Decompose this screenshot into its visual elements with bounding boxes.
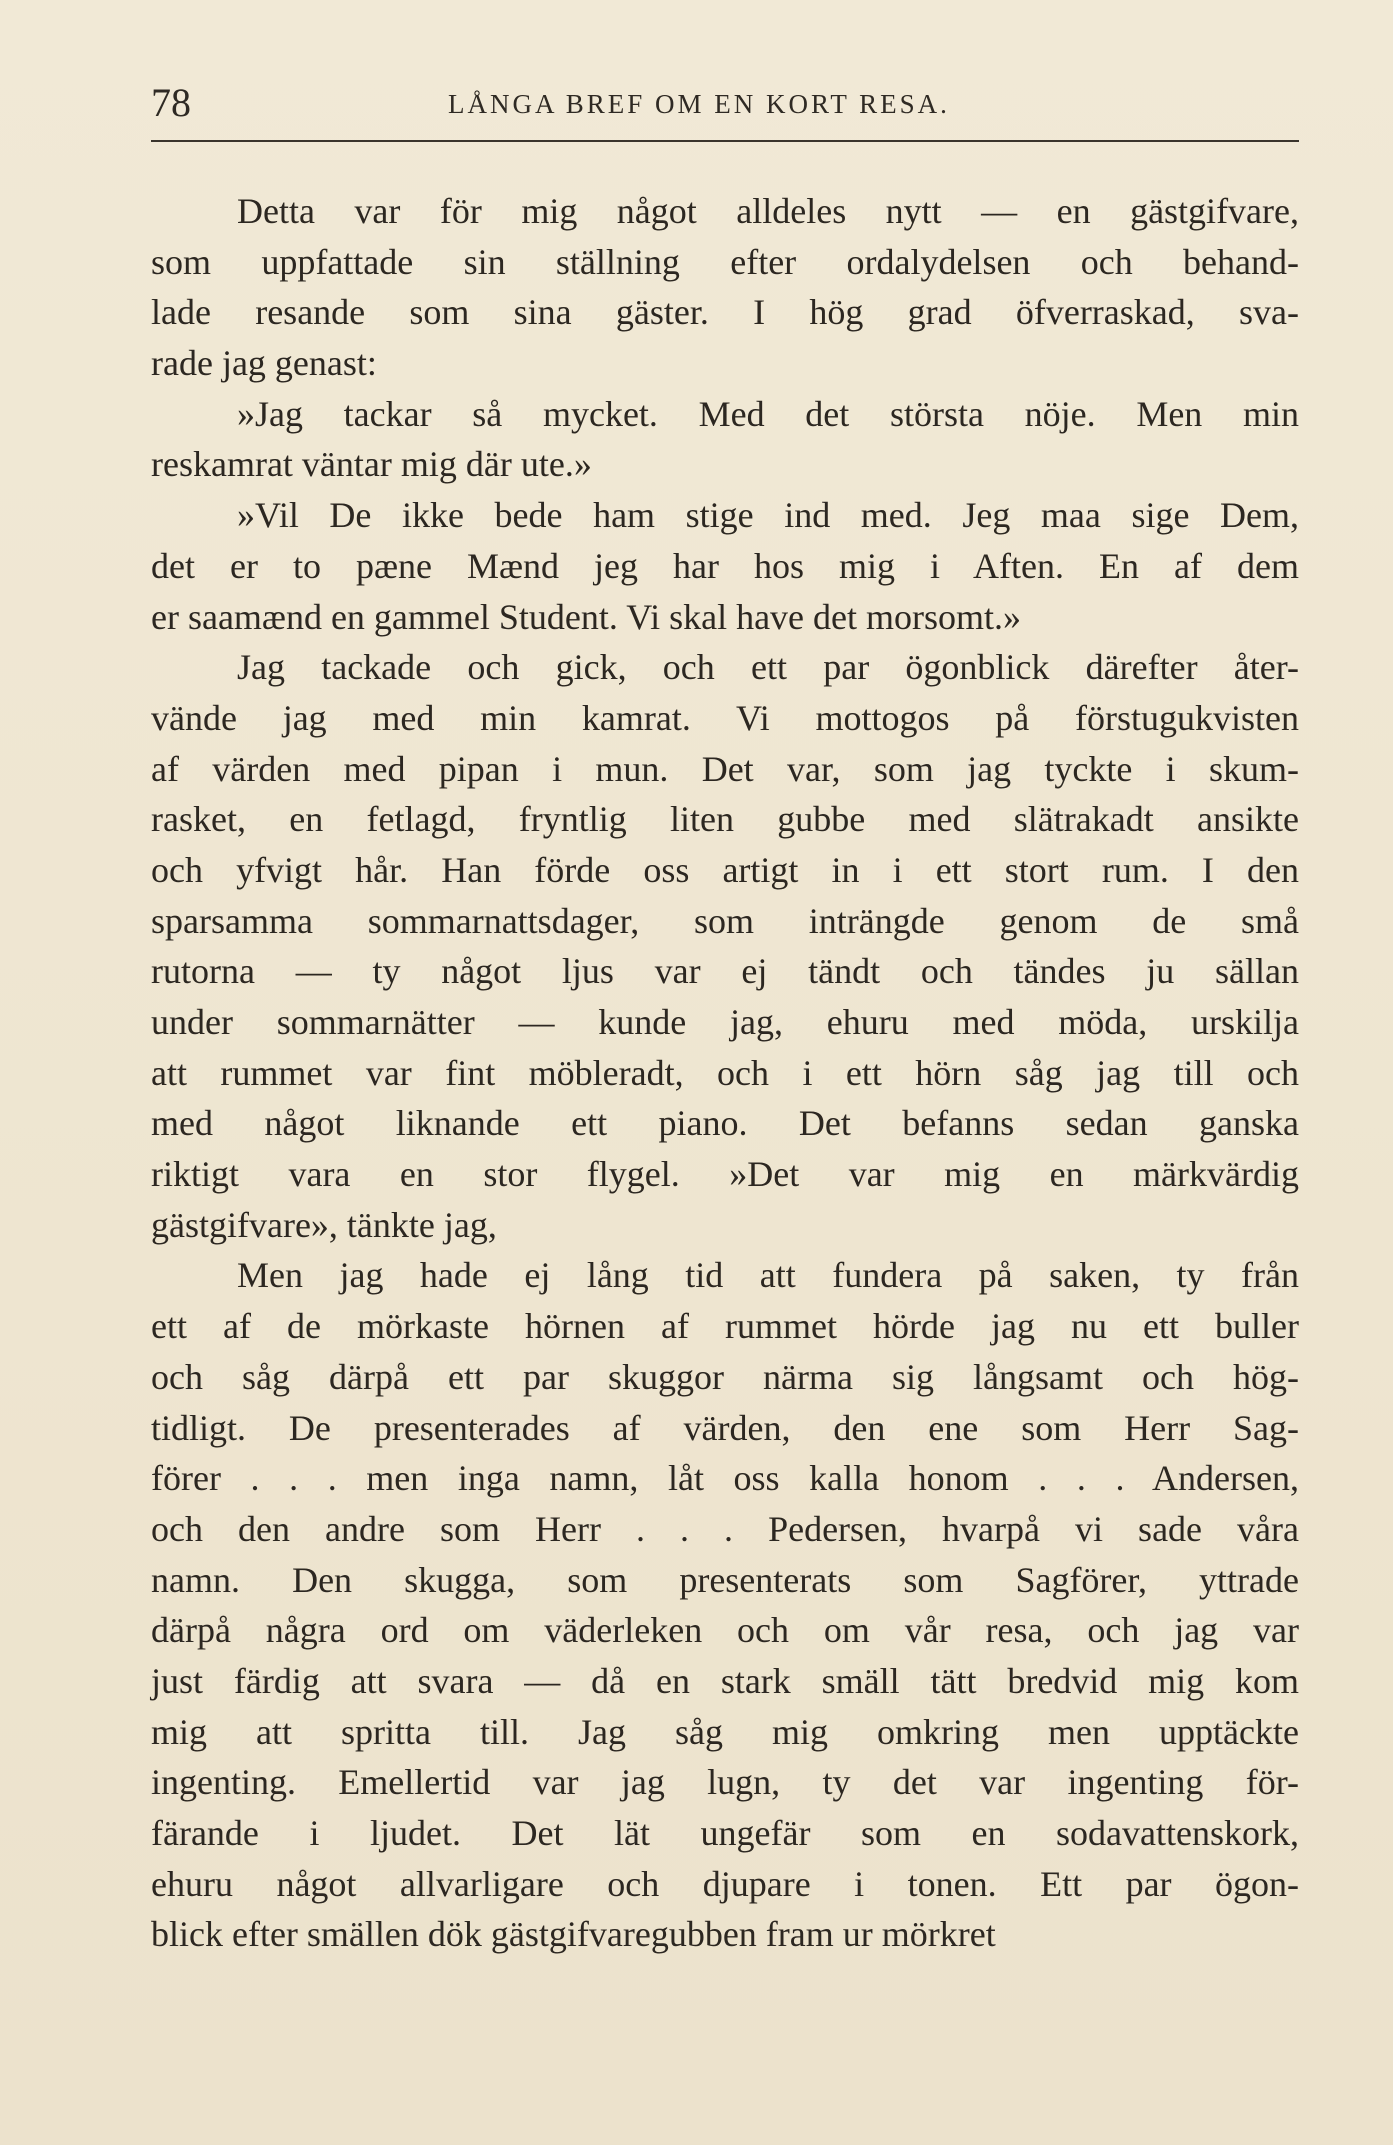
text-line: reskamrat väntar mig där ute.» xyxy=(151,444,592,485)
text-line: rade jag genast: xyxy=(151,343,377,384)
text-line: blick efter smällen dök gästgifvaregubben fram ur mörkret xyxy=(151,1914,996,1955)
text-line: vände jag med min kamrat. Vi mottogos på förstugukvisten xyxy=(151,697,1299,738)
text-line: »Jag tackar så mycket. Med det största nöje. Men min xyxy=(237,393,1299,434)
text-line: förer . . . men inga namn, låt oss kalla honom . . . Andersen, xyxy=(151,1458,1299,1499)
header-rule xyxy=(151,140,1299,142)
text-line: och den andre som Herr . . . Pedersen, hvarpå vi sade våra xyxy=(151,1508,1299,1549)
text-line: ehuru något allvarligare och djupare i tonen. Ett par ögon- xyxy=(151,1863,1299,1904)
body-text xyxy=(151,186,1299,1960)
text-line: färande i ljudet. Det lät ungefär som en sodavattenskork, xyxy=(151,1813,1299,1853)
text-line: rasket, en fetlagd, fryntlig liten gubbe med slätrakadt ansikte xyxy=(151,799,1299,840)
text-line: och såg därpå ett par skuggor närma sig långsamt och hög- xyxy=(151,1356,1299,1397)
text-line: ingenting. Emellertid var jag lugn, ty det var ingenting för- xyxy=(151,1762,1299,1803)
text-line: gästgifvare», tänkte jag, xyxy=(151,1204,497,1245)
text-line: er saamænd en gammel Student. Vi skal have det morsomt.» xyxy=(151,596,1022,637)
text-line: och yfvigt hår. Han förde oss artigt in i ett stort rum. I den xyxy=(151,849,1299,890)
text-line: med något liknande ett piano. Det befanns sedan ganska xyxy=(151,1103,1299,1144)
text-line: tidligt. De presenterades af värden, den ene som Herr Sag- xyxy=(151,1407,1299,1448)
text-line: Jag tackade och gick, och ett par ögonblick därefter åter- xyxy=(237,647,1299,688)
text-line: riktigt vara en stor flygel. »Det var mig en märkvärdig xyxy=(151,1154,1299,1195)
text-line: »Vil De ikke bede ham stige ind med. Jeg maa sige Dem, xyxy=(237,495,1299,536)
text-line: under sommarnätter — kunde jag, ehuru med möda, urskilja xyxy=(151,1002,1299,1042)
text-line: rutorna — ty något ljus var ej tändt och tändes ju sällan xyxy=(151,951,1299,992)
page-number: 78 xyxy=(151,80,191,125)
text-line: det er to pæne Mænd jeg har hos mig i Aften. En af dem xyxy=(151,545,1299,586)
text-line: ett af de mörkaste hörnen af rummet hörde jag nu ett buller xyxy=(151,1306,1299,1347)
text-line: mig att spritta till. Jag såg mig omkring men upptäckte xyxy=(151,1711,1299,1752)
running-head: LÅNGA BREF OM EN KORT RESA. xyxy=(448,89,950,119)
text-line: Men jag hade ej lång tid att fundera på saken, ty från xyxy=(237,1255,1299,1296)
text-line: därpå några ord om väderleken och om vår resa, och jag var xyxy=(151,1610,1299,1651)
text-line: just färdig att svara — då en stark smäll tätt bredvid mig kom xyxy=(151,1660,1299,1701)
text-line: att rummet var fint möbleradt, och i ett hörn såg jag till och xyxy=(151,1052,1299,1093)
text-line: sparsamma sommarnattsdager, som inträngde genom de små xyxy=(151,900,1299,941)
text-line: lade resande som sina gäster. I hög grad öfverraskad, sva- xyxy=(151,292,1299,333)
text-line: namn. Den skugga, som presenterats som Sagförer, yttrade xyxy=(151,1559,1299,1600)
text-line: som uppfattade sin ställning efter ordalydelsen och behand- xyxy=(151,241,1299,282)
page-header xyxy=(151,78,1299,128)
text-line: Detta var för mig något alldeles nytt — en gästgifvare, xyxy=(237,191,1299,231)
text-line: af värden med pipan i mun. Det var, som jag tyckte i skum- xyxy=(151,748,1299,789)
